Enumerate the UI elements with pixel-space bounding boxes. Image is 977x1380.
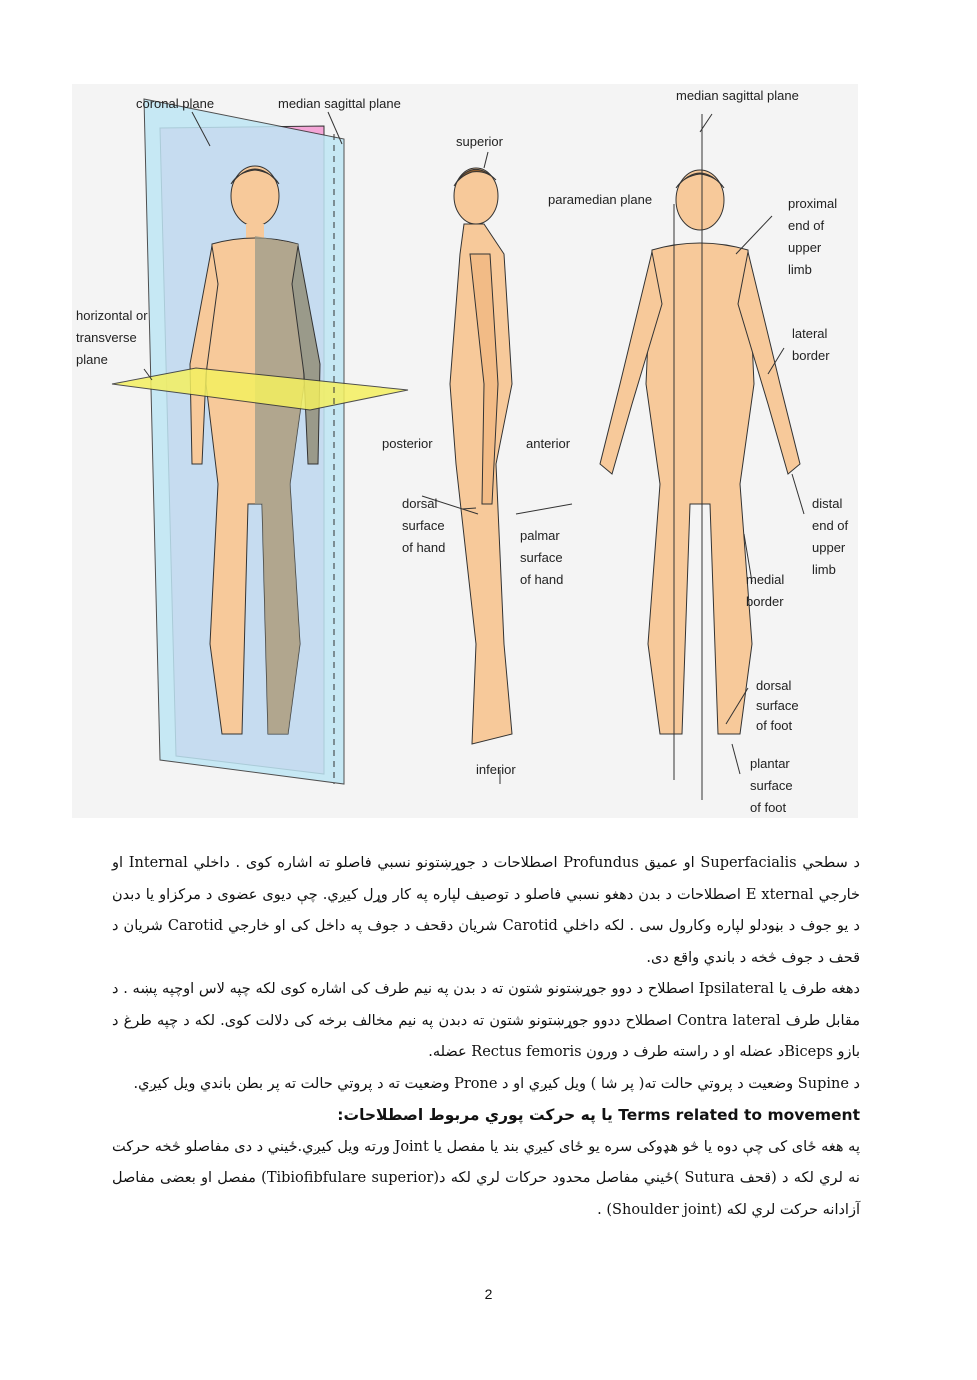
label-dorsal-foot-1: dorsal xyxy=(756,678,792,693)
label-lateral-2: border xyxy=(792,348,830,363)
label-inferior: inferior xyxy=(476,762,516,777)
label-plantar-2: surface xyxy=(750,778,793,793)
label-dorsal-hand-2: surface xyxy=(402,518,445,533)
paragraph-joints: په هغه ځای کی چې دوه يا څو هډوکی سره يو ځای کيږي بند يا مفصل يا Joint ورته ويل کيږي.ځيني د دی مفاصلو څخه حرکت نه لري لکه د (قحف Sutura )ځيني مفاصل محدود حرکات لري لکه د(Tibiofibfulare superior) مفصل او بعضی مفاصل آزادانه حرکت لري لکه (Shoulder joint) . xyxy=(112,1138,860,1218)
label-anterior: anterior xyxy=(526,436,571,451)
label-horizontal-3: plane xyxy=(76,352,108,367)
label-medial-2: border xyxy=(746,594,784,609)
label-distal-2: end of xyxy=(812,518,849,533)
label-proximal-1: proximal xyxy=(788,196,838,211)
label-proximal-4: limb xyxy=(788,262,812,277)
label-dorsal-foot-3: of foot xyxy=(756,718,793,733)
label-lateral-1: lateral xyxy=(792,326,828,341)
human-figure-lateral xyxy=(450,168,512,744)
label-distal-1: distal xyxy=(812,496,843,511)
label-distal-4: limb xyxy=(812,562,836,577)
body-text xyxy=(112,848,860,1226)
label-paramedian-plane: paramedian plane xyxy=(548,192,653,207)
label-median-sagittal-right: median sagittal plane xyxy=(676,88,799,103)
paragraph-supine-prone: د Supine وضعيت د پروتي حالت ته( پر شا ) ويل کيږي او د Prone وضعيت ته د پروتي حالت ته پر بطن باندي ويل کيږي. xyxy=(133,1075,860,1092)
label-palmar-3: of hand xyxy=(520,572,564,587)
anatomical-planes-diagram xyxy=(72,84,858,818)
label-median-sagittal-left: median sagittal plane xyxy=(278,96,401,111)
label-proximal-3: upper xyxy=(788,240,822,255)
label-plantar-1: plantar xyxy=(750,756,790,771)
label-dorsal-hand-1: dorsal xyxy=(402,496,438,511)
label-dorsal-foot-2: surface xyxy=(756,698,799,713)
label-horizontal-1: horizontal or xyxy=(76,308,148,323)
paragraph-ipsilateral: دهغه طرف يا Ipsilateral اصطلاح د دوو جوړښتونو شتون ته د بدن په نيم طرف کی اشاره کوی لکه چپه لاس اوچپه پښه . د مقابل طرف Contra lateral اصطلاح ددوو جوړښتونو شتون ته دبدن په نيم مخالف برخه کی دلالت کوی. لکه د چپه طرغ د بازو Bicepsد عضله او د راسته طرف د ورون Rectus femoris عضله. xyxy=(112,981,860,1060)
label-distal-3: upper xyxy=(812,540,846,555)
label-medial-1: medial xyxy=(746,572,785,587)
anatomy-figure xyxy=(72,84,858,818)
label-palmar-1: palmar xyxy=(520,528,560,543)
label-horizontal-2: transverse xyxy=(76,330,137,345)
section-heading-movement: Terms related to movement يا په حرکت پوري مربوط اصطلاحات: xyxy=(337,1106,860,1124)
paragraph-superficial-internal: د سطحي Superfacialis او عميق Profundus اصطلاحات د جوړښتونو نسبي فاصلو ته اشاره کوی . داخلي Internal او خارجي E xternal اصطلاحات د بدن دهغو نسبي فاصلو د توصيف لپاره په کار وړل کيږي. چې ديوی عضوی د مرکزاو يا دبدن د يو جوف د بڼودلو لپاره وکارول سی . لکه داخلي Carotid شريان دقحف د جوف په داخل کی او خارجي Carotid شريان د قحف د جوف څخه د باندي واقع دی. xyxy=(112,855,860,966)
label-proximal-2: end of xyxy=(788,218,825,233)
label-coronal-plane: coronal plane xyxy=(136,96,215,111)
page-number: 2 xyxy=(484,1286,493,1302)
label-dorsal-hand-3: of hand xyxy=(402,540,446,555)
label-superior: superior xyxy=(456,134,503,149)
label-posterior: posterior xyxy=(382,436,433,451)
label-plantar-3: of foot xyxy=(750,800,787,815)
human-figure-anatomical-position xyxy=(600,170,800,734)
label-palmar-2: surface xyxy=(520,550,563,565)
